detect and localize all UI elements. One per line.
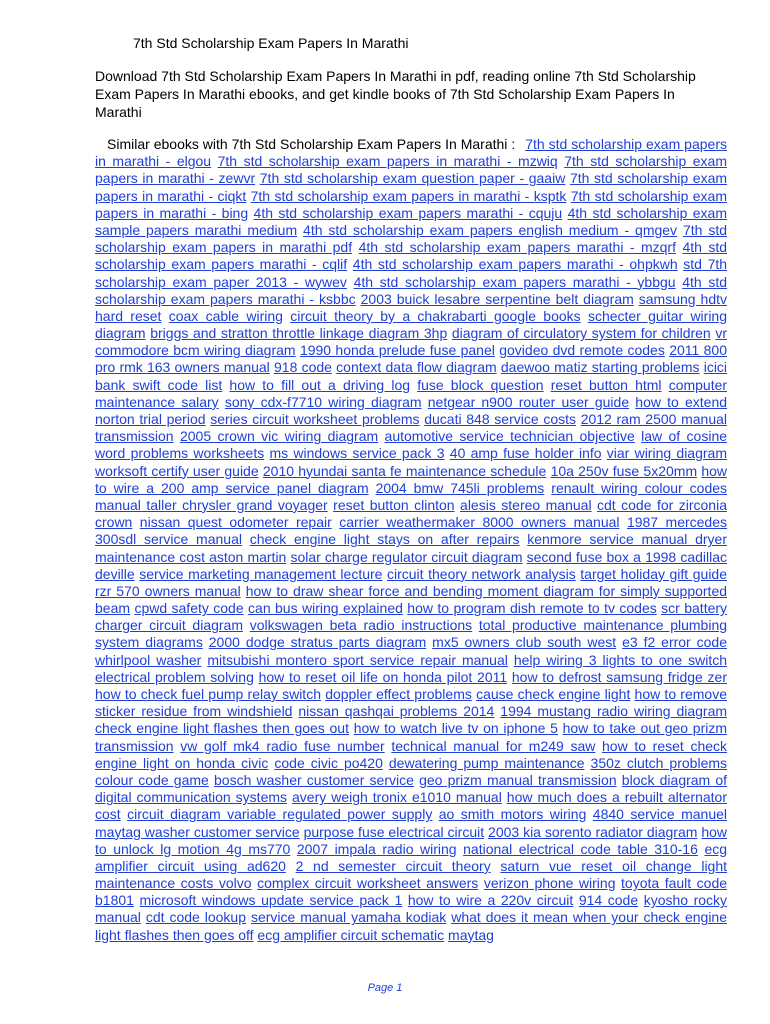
ebook-link[interactable]: how to extend norton trial period xyxy=(95,393,728,427)
ebook-link[interactable]: avery weigh tronix e1010 manual xyxy=(292,789,502,806)
ebook-link[interactable]: 2003 buick lesabre serpentine belt diagram xyxy=(360,290,634,307)
ebook-link[interactable]: 918 code xyxy=(274,359,332,376)
ebook-link[interactable]: 4th std scholarship exam sample papers marathi medium xyxy=(95,204,727,238)
ebook-link[interactable]: 1987 mercedes 300sdl service manual xyxy=(95,514,728,548)
ebook-link[interactable]: 2003 kia sorento radiator diagram xyxy=(488,823,698,840)
ebook-link[interactable]: 2012 ram 2500 manual transmission xyxy=(95,411,728,445)
ebook-link[interactable]: e3 f2 error code whirlpool washer xyxy=(95,634,728,668)
ebook-link[interactable]: 7th std scholarship exam papers in marathi - ciqkt xyxy=(95,170,728,204)
ebook-link[interactable]: verizon phone wiring xyxy=(483,875,616,892)
ebook-link[interactable]: how to take out geo prizm transmission xyxy=(95,720,728,754)
ebook-link[interactable]: maintenance costs volvo xyxy=(95,875,252,892)
ebook-link[interactable]: kenmore service manual dryer xyxy=(527,531,728,548)
ebook-link[interactable]: ecg amplifier circuit using ad620 xyxy=(95,840,728,874)
ebook-link[interactable]: 2005 crown vic wiring diagram xyxy=(179,428,379,445)
ebook-link[interactable]: std 7th scholarship exam paper 2013 - wywev xyxy=(95,256,728,290)
ebook-link[interactable]: how to program dish remote to tv codes xyxy=(407,600,657,617)
ebook-link[interactable]: circuit diagram variable regulated power supply xyxy=(127,806,433,823)
ebook-link[interactable]: diagram of circulatory system for children xyxy=(451,325,711,342)
ebook-link[interactable]: coax cable wiring xyxy=(168,307,283,324)
ebook-link[interactable]: bosch washer customer service xyxy=(214,771,414,788)
ebook-link[interactable]: circuit theory by a chakrabarti google books xyxy=(290,307,581,324)
ebook-link[interactable]: 2010 hyundai santa fe maintenance schedule xyxy=(262,462,547,479)
ebook-link[interactable]: 10a 250v fuse 5x20mm xyxy=(550,462,698,479)
ebook-link[interactable]: 4th std scholarship exam papers marathi - ybbgu xyxy=(353,273,676,290)
ebook-link[interactable]: how to defrost samsung fridge zer xyxy=(511,668,727,685)
ebook-link[interactable]: maytag washer customer service xyxy=(95,823,300,840)
ebook-link[interactable]: microsoft windows update service pack 1 xyxy=(139,892,403,909)
ebook-link[interactable]: how to reset oil life on honda pilot 2011 xyxy=(258,668,508,685)
ebook-link[interactable]: 2011 800 pro rmk 163 owners manual xyxy=(95,342,728,376)
similar-ebooks-label: Similar ebooks with 7th Std Scholarship Exam Papers In Marathi : xyxy=(107,136,516,152)
ebook-link[interactable]: briggs and stratton throttle linkage diagram 3hp xyxy=(150,325,448,342)
ebook-link[interactable]: samsung hdtv hard reset xyxy=(95,290,727,324)
ebook-link[interactable]: how to wire a 200 amp service panel diagram xyxy=(95,462,728,496)
ebook-link[interactable]: how to check fuel pump relay switch xyxy=(95,686,321,702)
ebook-link[interactable]: govideo dvd remote codes xyxy=(499,342,665,359)
ebook-link[interactable]: law of cosine word problems worksheets xyxy=(95,428,728,462)
ebook-link[interactable]: how to wire a 220v circuit xyxy=(407,892,574,909)
ebook-link[interactable]: computer maintenance salary xyxy=(95,376,728,410)
ebook-link[interactable]: vw golf mk4 radio fuse number xyxy=(180,737,385,754)
page-number: Page 1 xyxy=(367,982,403,994)
ebook-link[interactable]: how much does a rebuilt alternator cost xyxy=(95,789,728,823)
ebook-link[interactable]: volkswagen beta radio instructions xyxy=(249,617,473,634)
ebook-link[interactable]: rzr 570 owners manual xyxy=(95,582,241,599)
ebook-link[interactable]: nissan quest odometer repair xyxy=(139,514,332,531)
ebook-link[interactable]: circuit theory network analysis xyxy=(387,565,576,582)
ebook-link[interactable]: electrical problem solving xyxy=(95,668,254,685)
ebook-link[interactable]: complex circuit worksheet answers xyxy=(257,875,479,892)
ebook-link[interactable]: purpose fuse electrical circuit xyxy=(303,823,485,840)
ebook-link[interactable]: 4th std scholarship exam papers marathi - ksbbc xyxy=(95,273,728,307)
ebook-link[interactable]: total productive maintenance plumbing system diagrams xyxy=(95,617,728,651)
ebook-link[interactable]: context data flow diagram xyxy=(336,359,497,376)
ebook-link[interactable]: toyota fault code b1801 xyxy=(95,875,728,909)
ebook-link[interactable]: maytag xyxy=(448,926,494,943)
ebook-link[interactable]: 7th std scholarship exam question paper - gaaiw xyxy=(259,170,566,187)
ebook-link[interactable]: schecter guitar wiring diagram xyxy=(95,307,728,342)
ebook-link[interactable]: daewoo matiz starting problems xyxy=(500,359,700,376)
ebook-link[interactable]: 350z clutch problems xyxy=(590,754,728,771)
ebook-link[interactable]: cdt code for zirconia crown xyxy=(95,496,727,531)
ebook-link[interactable]: worksoft certify user guide xyxy=(95,462,259,479)
ebook-link[interactable]: help wiring 3 lights to one switch xyxy=(513,651,728,668)
ebook-link[interactable]: 1990 honda prelude fuse panel xyxy=(299,342,495,359)
ebook-link[interactable]: can bus wiring explained xyxy=(248,600,403,617)
ebook-link[interactable]: dewatering pump maintenance xyxy=(388,754,585,771)
ebook-link[interactable]: ms windows service pack 3 xyxy=(269,445,445,462)
ebook-link[interactable]: reset button html xyxy=(550,376,662,393)
ebook-link[interactable]: cause check engine light xyxy=(476,686,631,702)
ebook-link[interactable]: code civic po420 xyxy=(274,754,383,771)
ebook-link[interactable]: 7th std scholarship exam papers in marathi pdf xyxy=(95,221,728,256)
similar-ebooks-paragraph xyxy=(95,136,727,944)
ebook-link[interactable]: nissan qashqai problems 2014 xyxy=(298,703,495,720)
ebook-link[interactable]: manual taller chrysler grand voyager xyxy=(95,496,328,513)
ebook-link[interactable]: how to watch live tv on iphone 5 xyxy=(353,720,558,737)
ebook-link[interactable]: mx5 owners club south west xyxy=(432,634,617,651)
ebook-link[interactable]: ducati 848 service costs xyxy=(424,411,576,427)
ebook-link[interactable]: 2 nd semester circuit theory xyxy=(295,857,491,874)
ebook-link[interactable]: 914 code xyxy=(578,892,639,909)
ebook-link[interactable]: reset button clinton xyxy=(333,496,455,513)
ebook-link[interactable]: 2004 bmw 745li problems xyxy=(375,479,545,496)
ebook-link[interactable]: cpwd safety code xyxy=(134,600,244,617)
ebook-link[interactable]: 7th std scholarship exam papers in marathi - mzwiq xyxy=(217,153,558,170)
ebook-link[interactable]: 2007 impala radio wiring xyxy=(296,840,457,857)
ebook-link[interactable]: 2000 dodge stratus parts diagram xyxy=(208,634,427,651)
ebook-link[interactable]: how to remove sticker residue from windshield xyxy=(95,686,727,720)
ebook-link[interactable]: maintenance cost aston martin xyxy=(95,548,287,565)
ebook-link[interactable]: mitsubishi montero sport service repair manual xyxy=(207,651,508,668)
ebook-link[interactable]: sony cdx-f7710 wiring diagram xyxy=(224,393,422,410)
ebook-link[interactable]: colour code game xyxy=(95,771,209,788)
ebook-link[interactable]: solar charge regulator circuit diagram xyxy=(290,548,523,565)
ebook-link[interactable]: check engine light stays on after repairs xyxy=(249,531,520,548)
ebook-link[interactable]: renault wiring colour codes xyxy=(551,479,728,496)
ebook-link[interactable]: technical manual for m249 saw xyxy=(391,737,596,754)
ebook-link[interactable]: automotive service technician objective xyxy=(384,428,635,445)
ebook-link[interactable]: 4th std scholarship exam papers marathi - cqlif xyxy=(95,239,728,273)
ebook-link[interactable]: 40 amp fuse holder info xyxy=(449,445,602,462)
ebook-link[interactable]: 7th std scholarship exam papers in marathi - elgou xyxy=(95,136,727,170)
ebook-link[interactable]: viar wiring diagram xyxy=(606,445,727,462)
ebook-link[interactable]: scr battery charger circuit diagram xyxy=(95,600,728,634)
ebook-link[interactable]: alesis stereo manual xyxy=(460,496,592,513)
ebook-link[interactable]: service marketing management lecture xyxy=(139,565,383,582)
ebook-link[interactable]: what does it mean when your check engine light flashes then goes off xyxy=(95,909,727,943)
ebook-link[interactable]: 4th std scholarship exam papers marathi - mzqrf xyxy=(358,239,676,256)
ebook-link[interactable]: cdt code lookup xyxy=(145,909,247,926)
ebook-link[interactable]: how to fill out a driving log xyxy=(229,376,411,393)
ebook-link[interactable]: how to draw shear force and bending moment diagram for simply supported beam xyxy=(95,582,728,617)
ebook-link[interactable]: second fuse box a 1998 cadillac deville xyxy=(95,548,728,582)
ebook-link[interactable]: check engine light flashes then goes out xyxy=(95,720,349,737)
ebook-link[interactable]: series circuit worksheet problems xyxy=(210,411,420,427)
ebook-link[interactable]: how to unlock lg motion 4g ms770 xyxy=(95,823,728,857)
ebook-link[interactable]: 4th std scholarship exam papers marathi - ohpkwh xyxy=(352,256,678,273)
ebook-link[interactable]: fuse block question xyxy=(417,376,544,393)
ebook-link[interactable]: 7th std scholarship exam papers in marathi - bing xyxy=(95,187,728,221)
intro-paragraph: Download 7th Std Scholarship Exam Papers In Marathi in pdf, reading online 7th Std Scholarship Exam Papers In Marathi ebooks, and get kindle books of 7th Std Scholarship Exam Papers In Marathi xyxy=(95,68,696,120)
ebook-link[interactable]: block diagram of digital communication systems xyxy=(95,771,728,806)
ebook-link[interactable]: 4th std scholarship exam papers english medium - qmgev xyxy=(303,221,678,238)
ebook-link[interactable]: kyosho rocky manual xyxy=(95,892,728,926)
ebook-link[interactable]: target holiday gift guide xyxy=(580,565,727,582)
document-title: 7th Std Scholarship Exam Papers In Marathi xyxy=(133,35,409,51)
ebook-link[interactable]: 4th std scholarship exam papers marathi - cquju xyxy=(253,204,563,221)
ebook-link[interactable]: ecg amplifier circuit schematic xyxy=(257,926,445,943)
ebook-link[interactable]: netgear n900 router user guide xyxy=(427,393,630,410)
ebook-link[interactable]: saturn vue reset oil change light xyxy=(500,857,728,874)
ebook-link[interactable]: geo prizm manual transmission xyxy=(419,771,617,788)
ebook-link[interactable]: 1994 mustang radio wiring diagram xyxy=(500,703,728,720)
ebook-link[interactable]: service manual yamaha kodiak xyxy=(250,909,447,926)
ebook-link[interactable]: 7th std scholarship exam papers in marathi - ksptk xyxy=(250,187,567,204)
ebook-link[interactable]: 4840 service manuel xyxy=(592,806,728,823)
ebook-link[interactable]: how to reset check engine light on honda civic xyxy=(95,737,728,771)
ebook-link[interactable]: carrier weathermaker 8000 owners manual xyxy=(339,514,620,531)
ebook-link[interactable]: icici bank swift code list xyxy=(95,359,728,393)
ebook-link[interactable]: ao smith motors wiring xyxy=(438,806,587,823)
ebook-link[interactable]: 7th std scholarship exam papers in marathi - zewvr xyxy=(95,153,728,187)
ebook-link[interactable]: doppler effect problems xyxy=(325,686,472,702)
ebook-link[interactable]: vr commodore bcm wiring diagram xyxy=(95,325,728,359)
ebook-link[interactable]: national electrical code table 310-16 xyxy=(463,840,698,857)
